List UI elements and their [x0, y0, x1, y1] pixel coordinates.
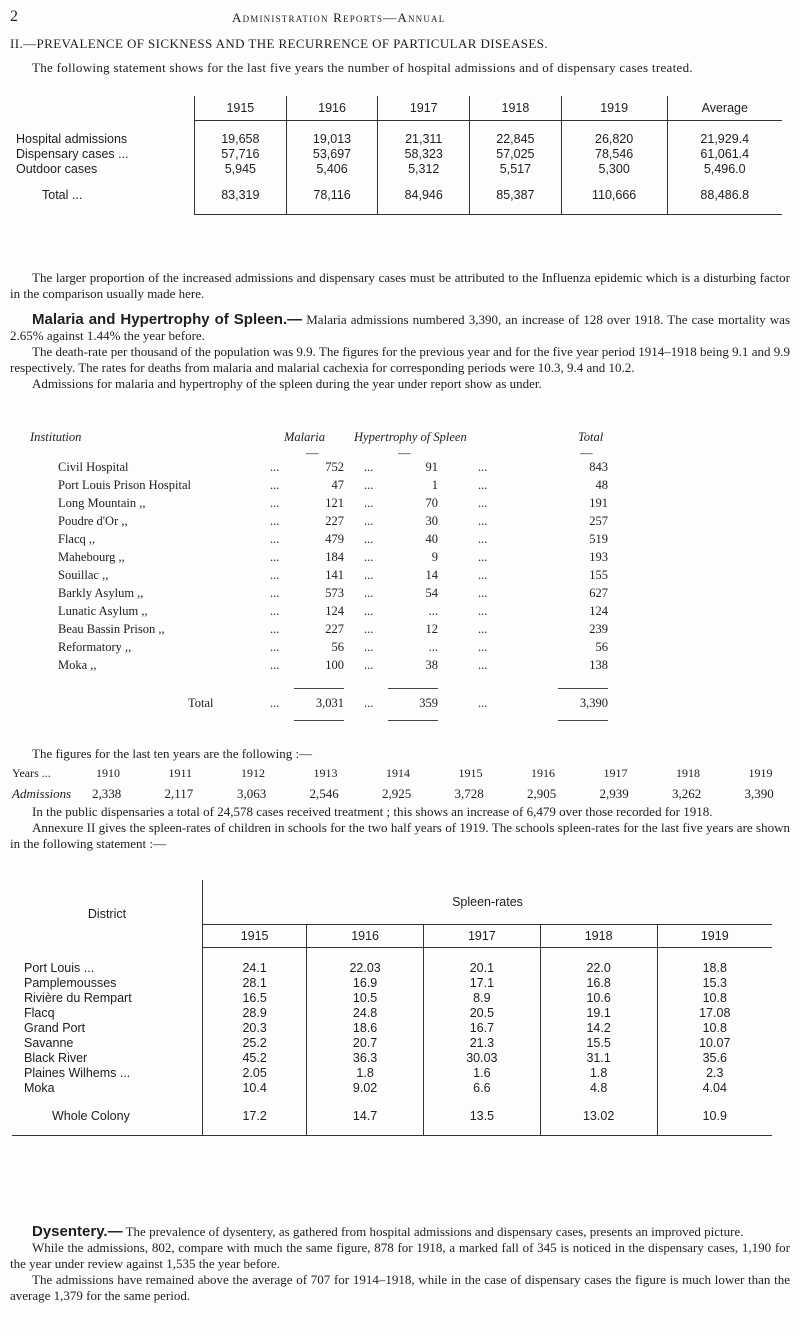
cell: 28.1	[203, 975, 307, 990]
year-label: 1919	[748, 766, 773, 780]
admissions-value: 2,338	[92, 786, 122, 801]
malaria-rows	[58, 460, 798, 676]
cell: 227	[325, 514, 344, 528]
table-row	[58, 460, 798, 478]
cell: 25.2	[203, 1035, 307, 1050]
cell: 1.8	[540, 1065, 657, 1080]
table-row	[58, 496, 798, 514]
malaria-paragraph-3: Admissions for malaria and hypertrophy of the spleen during the year under report show as under.	[32, 376, 542, 391]
table-row	[58, 658, 798, 676]
col-header: 1915	[195, 96, 287, 121]
intro-paragraph: The following statement shows for the last five years the number of hospital admissions and of dispensary cases treated.	[32, 60, 693, 75]
total-row	[12, 186, 782, 204]
col-header: 1919	[657, 925, 772, 948]
page-header	[0, 6, 800, 30]
table-row	[12, 1065, 772, 1080]
leader-dots: ...	[270, 586, 280, 600]
cell: 88,486.8	[667, 186, 782, 204]
cell: 12	[425, 622, 438, 636]
cell: 57,025	[470, 146, 562, 161]
leader-dots: ...	[364, 514, 374, 528]
table-row	[58, 514, 798, 532]
cell: 18.6	[307, 1020, 424, 1035]
admissions-value: 2,117	[164, 786, 194, 801]
malaria-section	[10, 312, 790, 392]
cell: 20.5	[423, 1005, 540, 1020]
cell: 359	[419, 696, 438, 710]
cell: 61,061.4	[667, 146, 782, 161]
col-header: 1916	[307, 925, 424, 948]
ten-years-intro: The figures for the last ten years are the following :—	[32, 746, 313, 761]
district-name: Grand Port	[24, 1020, 86, 1035]
admissions-row	[12, 786, 792, 802]
col-header: Institution	[30, 430, 82, 444]
rule	[294, 688, 344, 689]
cell: 38	[425, 658, 438, 672]
institution-name: Barkly Asylum ,,	[58, 586, 144, 600]
leader-dots: ...	[364, 532, 374, 546]
cell: 4.04	[657, 1080, 772, 1095]
rule	[558, 688, 608, 689]
cell: 54	[425, 586, 438, 600]
cell: 20.1	[423, 960, 540, 975]
leader-dots: ...	[478, 460, 488, 474]
leader-dots: ...	[478, 550, 488, 564]
admissions-value: 3,728	[454, 786, 484, 801]
page-number: 2	[10, 8, 18, 25]
cell: 31.1	[540, 1050, 657, 1065]
cell: 85,387	[470, 186, 562, 204]
leader-dots: ...	[364, 604, 374, 618]
col-header: 1916	[286, 96, 378, 121]
leader-dots: ...	[478, 496, 488, 510]
admissions-value: 3,262	[672, 786, 702, 801]
cell: 17.2	[203, 1107, 307, 1125]
cell: 15.3	[657, 975, 772, 990]
cell: 78,116	[286, 186, 378, 204]
cell: 5,406	[286, 161, 378, 176]
district-name: Port Louis ...	[24, 960, 95, 975]
cell: 2.05	[203, 1065, 307, 1080]
cell: 519	[589, 532, 608, 546]
admissions-table	[12, 96, 782, 215]
leader-dots: ...	[478, 658, 488, 672]
cell: 16.9	[307, 975, 424, 990]
cell: 479	[325, 532, 344, 546]
district-name: Flacq	[24, 1005, 55, 1020]
cell: 24.1	[203, 960, 307, 975]
leader-dots: ...	[364, 586, 374, 600]
cell: 5,312	[378, 161, 470, 176]
cell: 124	[589, 604, 608, 618]
cell: 257	[589, 514, 608, 528]
table-row	[12, 975, 772, 990]
row-label: Hospital admissions	[16, 131, 128, 146]
cell: 30.03	[423, 1050, 540, 1065]
table-row	[58, 568, 798, 586]
cell: ...	[428, 604, 438, 618]
cell: 91	[425, 460, 438, 474]
cell: 110,666	[561, 186, 667, 204]
institution-name: Port Louis Prison Hospital	[58, 478, 191, 492]
institution-name: Mahebourg ,,	[58, 550, 125, 564]
leader-dots: ...	[270, 496, 280, 510]
admissions-label: Admissions	[12, 786, 72, 801]
row-label: Dispensary cases ...	[16, 146, 129, 161]
year-label: 1910	[96, 766, 120, 780]
institution-name: Souillac ,,	[58, 568, 109, 582]
total-label: Total	[188, 696, 214, 710]
cell: 45.2	[203, 1050, 307, 1065]
leader-dots: ...	[270, 514, 280, 528]
leader-dots: ...	[270, 658, 280, 672]
rule	[388, 688, 438, 689]
years-row	[12, 766, 792, 782]
dispensary-section	[10, 804, 790, 852]
malaria-paragraph-2: The death-rate per thousand of the population was 9.9. The figures for the previous year and for the five year period 1914–1918 being 9.1 and 9.9 respectively. The rates for deaths from malaria and malarial cachexia for corresponding periods were 10.3, 9.4 and 10.2.	[10, 344, 790, 375]
influenza-paragraph: The larger proportion of the increased admissions and dispensary cases must be attributed to the Influenza epidemic which is a disturbing factor in the comparison usually made here.	[10, 270, 790, 301]
table-row	[12, 1050, 772, 1065]
leader-dots: ...	[364, 496, 374, 510]
table-row	[12, 1020, 772, 1035]
table-row	[12, 161, 782, 176]
cell: 141	[325, 568, 344, 582]
cell: 573	[325, 586, 344, 600]
cell: 28.9	[203, 1005, 307, 1020]
district-header: District	[87, 906, 127, 921]
cell: 13.5	[423, 1107, 540, 1125]
cell: 15.5	[540, 1035, 657, 1050]
section-heading: II.—PREVALENCE OF SICKNESS AND THE RECURRENCE OF PARTICULAR DISEASES.	[10, 36, 548, 51]
table-row	[12, 131, 782, 146]
cell: 193	[589, 550, 608, 564]
institution-name: Long Mountain ,,	[58, 496, 146, 510]
cell: 19.1	[540, 1005, 657, 1020]
cell: 10.4	[203, 1080, 307, 1095]
admissions-value: 2,905	[527, 786, 557, 801]
col-header: Average	[667, 96, 782, 121]
year-label: 1916	[531, 766, 555, 780]
cell: 16.5	[203, 990, 307, 1005]
cell: 26,820	[561, 131, 667, 146]
dysentery-paragraph-1	[10, 1224, 790, 1240]
cell: 84,946	[378, 186, 470, 204]
leader-dots: ...	[270, 550, 280, 564]
district-name: Rivière du Rempart	[24, 990, 132, 1005]
table-row	[12, 146, 782, 161]
cell: 83,319	[195, 186, 287, 204]
admissions-value: 3,390	[744, 786, 774, 801]
cell: 8.9	[423, 990, 540, 1005]
institution-name: Beau Bassin Prison ,,	[58, 622, 165, 636]
malaria-total-row: Total ... 3,031 ... 359 ... 3,390	[188, 696, 608, 710]
running-title: Administration Reports—Annual	[232, 10, 446, 25]
malaria-text-1: Malaria admissions numbered 3,390, an increase of 128 over 1918. The case mortality was 2.65% against 1.44% the year before.	[10, 312, 791, 343]
year-label: 1912	[241, 766, 265, 780]
cell: 138	[589, 658, 608, 672]
leader-dots: ...	[270, 622, 280, 636]
district-name: Pamplemousses	[24, 975, 117, 990]
cell: 14.2	[540, 1020, 657, 1035]
cell: 10.8	[657, 1020, 772, 1035]
cell: 3,031	[315, 696, 344, 710]
cell: 227	[325, 622, 344, 636]
cell: 1.8	[307, 1065, 424, 1080]
leader-dots: ...	[478, 640, 488, 654]
leader-dots: ...	[478, 532, 488, 546]
institution-name: Civil Hospital	[58, 460, 129, 474]
cell: 21,311	[378, 131, 470, 146]
dysentery-section	[10, 1224, 790, 1304]
cell: 56	[595, 640, 608, 654]
year-label: 1911	[168, 766, 193, 780]
cell: 19,658	[195, 131, 287, 146]
cell: 3,390	[579, 696, 608, 710]
cell: 22.0	[540, 960, 657, 975]
malaria-table	[30, 430, 798, 710]
table-row	[12, 960, 772, 975]
spleen-rates-header: Spleen-rates	[203, 880, 773, 925]
dysentery-text-1: The prevalence of dysentery, as gathered from hospital admissions and dispensary cases, presents an improved picture.	[125, 1224, 744, 1239]
cell: 13.02	[540, 1107, 657, 1125]
cell: 70	[425, 496, 438, 510]
cell: 20.3	[203, 1020, 307, 1035]
cell: 16.7	[423, 1020, 540, 1035]
cell: 5,300	[561, 161, 667, 176]
col-header: 1917	[378, 96, 470, 121]
district-name: Whole Colony	[52, 1109, 130, 1123]
rule	[294, 720, 344, 721]
cell: 35.6	[657, 1050, 772, 1065]
cell: 58,323	[378, 146, 470, 161]
leader-dots: ...	[364, 568, 374, 582]
year-label: 1913	[313, 766, 338, 780]
cell: 1.6	[423, 1065, 540, 1080]
cell: 14	[425, 568, 438, 582]
leader-dots: ...	[364, 658, 374, 672]
cell: 10.5	[307, 990, 424, 1005]
cell: 1	[431, 478, 438, 492]
table-row	[12, 990, 772, 1005]
table-row	[58, 604, 798, 622]
district-name: Moka	[24, 1080, 55, 1095]
cell: 121	[325, 496, 344, 510]
district-name: Plaines Wilhems ...	[24, 1065, 131, 1080]
col-header: 1918	[470, 96, 562, 121]
cell: ...	[428, 640, 438, 654]
leader-dots: ...	[364, 640, 374, 654]
cell: 10.6	[540, 990, 657, 1005]
admissions-value: 2,925	[382, 786, 412, 801]
cell: 9.02	[307, 1080, 424, 1095]
dispensary-paragraph: In the public dispensaries a total of 24,578 cases received treatment ; this shows an increase of 6,479 over those recorded for 1918.	[32, 804, 713, 819]
institution-name: Reformatory ,,	[58, 640, 132, 654]
cell: 191	[589, 496, 608, 510]
leader-dots: ...	[478, 604, 488, 618]
cell: 14.7	[307, 1107, 424, 1125]
cell: 17.1	[423, 975, 540, 990]
leader-dots: ...	[270, 568, 280, 582]
table-row	[12, 1080, 772, 1095]
leader-dots: ...	[478, 568, 488, 582]
col-header: 1919	[561, 96, 667, 121]
cell: 22.03	[307, 960, 424, 975]
cell: 17.08	[657, 1005, 772, 1020]
col-header: Malaria	[284, 430, 325, 444]
cell: 18.8	[657, 960, 772, 975]
spleen-table	[12, 880, 772, 1136]
row-label: Outdoor cases	[16, 161, 98, 176]
malaria-header-row	[30, 430, 798, 448]
malaria-paragraph-1	[10, 312, 790, 344]
year-label: 1917	[603, 766, 628, 780]
leader-dots: ...	[478, 514, 488, 528]
district-name: Savanne	[24, 1035, 74, 1050]
cell: 627	[589, 586, 608, 600]
cell: 9	[431, 550, 438, 564]
dysentery-paragraph-3: The admissions have remained above the average of 707 for 1914–1918, while in the case of dispensary cases the figure is much lower than the average 1,379 for the same period.	[10, 1272, 790, 1303]
institution-name: Flacq ,,	[58, 532, 96, 546]
total-label: Total ...	[42, 188, 83, 202]
cell: 30	[425, 514, 438, 528]
cell: 2.3	[657, 1065, 772, 1080]
table-row	[58, 586, 798, 604]
table-row	[58, 532, 798, 550]
col-header: 1915	[203, 925, 307, 948]
cell: 40	[425, 532, 438, 546]
col-header: Hypertrophy of Spleen	[354, 430, 467, 444]
leader-dots: ...	[364, 550, 374, 564]
cell: 239	[589, 622, 608, 636]
cell: 21,929.4	[667, 131, 782, 146]
leader-dots: ...	[364, 478, 374, 492]
cell: 48	[595, 478, 608, 492]
col-header: 1918	[540, 925, 657, 948]
rule	[558, 720, 608, 721]
admissions-value: 3,063	[237, 786, 267, 801]
table-row	[12, 1035, 772, 1050]
leader-dots: ...	[364, 460, 374, 474]
cell: 22,845	[470, 131, 562, 146]
cell: 124	[325, 604, 344, 618]
cell: 47	[331, 478, 344, 492]
cell: 24.8	[307, 1005, 424, 1020]
cell: 10.07	[657, 1035, 772, 1050]
cell: 6.6	[423, 1080, 540, 1095]
col-header: 1917	[423, 925, 540, 948]
section-intro	[10, 36, 790, 76]
cell: 184	[325, 550, 344, 564]
cell: 10.9	[657, 1107, 772, 1125]
dysentery-heading: Dysentery.—	[32, 1223, 123, 1240]
table-row	[12, 1005, 772, 1020]
cell: 155	[589, 568, 608, 582]
cell: 752	[325, 460, 344, 474]
district-name: Black River	[24, 1050, 88, 1065]
malaria-heading: Malaria and Hypertrophy of Spleen.—	[32, 311, 303, 328]
leader-dots: ...	[270, 532, 280, 546]
corner-cell	[12, 96, 195, 121]
year-label: 1915	[458, 766, 483, 780]
leader-dots: ...	[270, 604, 280, 618]
admissions-header-row	[12, 96, 782, 121]
cell: 21.3	[423, 1035, 540, 1050]
cell: 5,945	[195, 161, 287, 176]
cell: 4.8	[540, 1080, 657, 1095]
rule	[388, 720, 438, 721]
institution-name: Moka ,,	[58, 658, 97, 672]
cell: 5,517	[470, 161, 562, 176]
years-label: Years ...	[12, 766, 51, 780]
leader-dots: ...	[478, 478, 488, 492]
cell: 78,546	[561, 146, 667, 161]
cell: 16.8	[540, 975, 657, 990]
cell: 10.8	[657, 990, 772, 1005]
cell: 20.7	[307, 1035, 424, 1050]
year-label: 1918	[676, 766, 700, 780]
leader-dots: ...	[478, 586, 488, 600]
cell: 100	[325, 658, 344, 672]
leader-dots: ...	[364, 622, 374, 636]
cell: 19,013	[286, 131, 378, 146]
col-header: Total	[578, 430, 604, 444]
leader-dots: ...	[270, 640, 280, 654]
dysentery-paragraph-2: While the admissions, 802, compare with much the same figure, 878 for 1918, a marked fall of 345 is noticed in the dispensary cases, 1,190 for the year under review against 1,535 the year before.	[10, 1240, 790, 1271]
annexure-paragraph: Annexure II gives the spleen-rates of children in schools for the two half years of 1919. The schools spleen-rates for the last five years are shown in the following statement :—	[10, 820, 790, 851]
table-row	[58, 622, 798, 640]
cell: 57,716	[195, 146, 287, 161]
cell: 53,697	[286, 146, 378, 161]
cell: 843	[589, 460, 608, 474]
table-row	[58, 478, 798, 496]
admissions-value: 2,546	[309, 786, 339, 801]
cell: 56	[331, 640, 344, 654]
cell: 36.3	[307, 1050, 424, 1065]
admissions-value: 2,939	[599, 786, 629, 801]
institution-name: Lunatic Asylum ,,	[58, 604, 148, 618]
institution-name: Poudre d'Or ,,	[58, 514, 128, 528]
leader-dots: ...	[270, 478, 280, 492]
year-label: 1914	[386, 766, 410, 780]
leader-dots: ...	[478, 622, 488, 636]
leader-dots: ...	[270, 460, 280, 474]
table-row	[58, 640, 798, 658]
table-row	[12, 1107, 772, 1125]
cell: 5,496.0	[667, 161, 782, 176]
dash-row: — — —	[306, 446, 593, 460]
table-row	[58, 550, 798, 568]
